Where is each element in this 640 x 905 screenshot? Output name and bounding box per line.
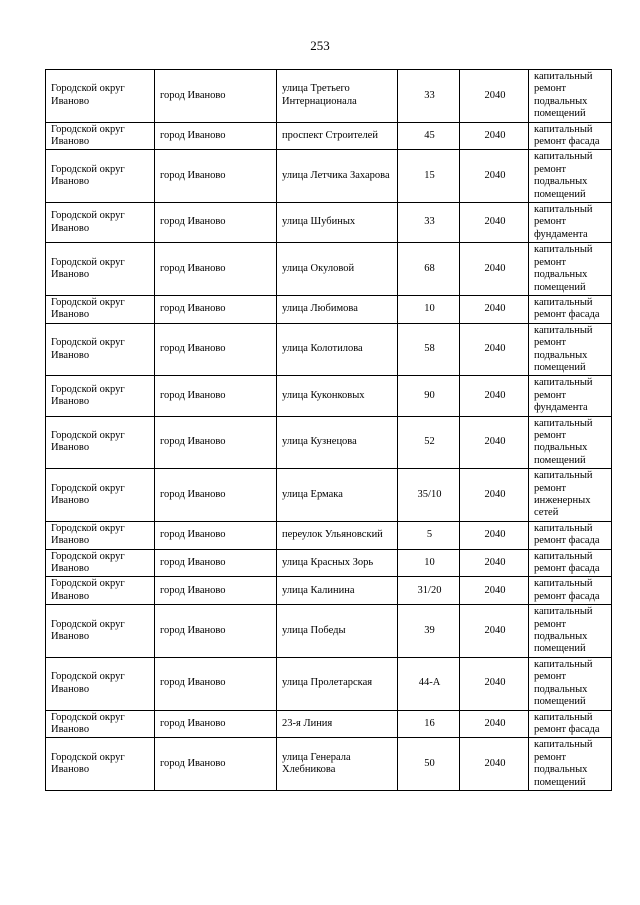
table-row [46,243,612,296]
work-type-cell: капитальный ремонт фасада [529,710,612,738]
house-number-cell: 39 [398,605,460,658]
house-number-cell: 33 [398,70,460,123]
house-number-cell: 15 [398,150,460,203]
city-cell: город Иваново [155,549,277,577]
city-cell: город Иваново [155,122,277,150]
table-row [46,521,612,549]
municipality-cell: Городской округ Иваново [46,605,155,658]
city-cell: город Иваново [155,203,277,243]
city-cell: город Иваново [155,243,277,296]
municipality-cell: Городской округ Иваново [46,243,155,296]
municipality-cell: Городской округ Иваново [46,203,155,243]
house-number-cell: 10 [398,549,460,577]
year-cell: 2040 [460,150,529,203]
year-cell: 2040 [460,605,529,658]
street-cell: улица Калинина [277,577,398,605]
street-cell: улица Третьего Интернационала [277,70,398,123]
year-cell: 2040 [460,710,529,738]
street-cell: улица Куконковых [277,376,398,416]
street-cell: улица Колотилова [277,323,398,376]
street-cell: улица Победы [277,605,398,658]
street-cell: улица Шубиных [277,203,398,243]
table-row [46,738,612,791]
street-cell: улица Генерала Хлебникова [277,738,398,791]
municipality-cell: Городской округ Иваново [46,376,155,416]
municipality-cell: Городской округ Иваново [46,122,155,150]
street-cell: улица Красных Зорь [277,549,398,577]
street-cell: переулок Ульяновский [277,521,398,549]
work-type-cell: капитальный ремонт фундамента [529,203,612,243]
year-cell: 2040 [460,295,529,323]
house-number-cell: 16 [398,710,460,738]
year-cell: 2040 [460,738,529,791]
year-cell: 2040 [460,122,529,150]
work-type-cell: капитальный ремонт фасада [529,521,612,549]
house-number-cell: 52 [398,416,460,469]
work-type-cell: капитальный ремонт фасада [529,577,612,605]
house-number-cell: 31/20 [398,577,460,605]
street-cell: улица Летчика Захарова [277,150,398,203]
table-row [46,657,612,710]
table-row [46,605,612,658]
table-row [46,376,612,416]
table-row [46,710,612,738]
street-cell: проспект Строителей [277,122,398,150]
city-cell: город Иваново [155,376,277,416]
work-type-cell: капитальный ремонт подвальных помещений [529,738,612,791]
year-cell: 2040 [460,203,529,243]
table-row [46,549,612,577]
city-cell: город Иваново [155,469,277,522]
municipality-cell: Городской округ Иваново [46,549,155,577]
work-type-cell: капитальный ремонт подвальных помещений [529,416,612,469]
table-row [46,122,612,150]
work-type-cell: капитальный ремонт фундамента [529,376,612,416]
house-number-cell: 35/10 [398,469,460,522]
municipality-cell: Городской округ Иваново [46,657,155,710]
house-number-cell: 10 [398,295,460,323]
work-type-cell: капитальный ремонт подвальных помещений [529,70,612,123]
street-cell: улица Пролетарская [277,657,398,710]
table-row [46,469,612,522]
city-cell: город Иваново [155,577,277,605]
city-cell: город Иваново [155,323,277,376]
year-cell: 2040 [460,243,529,296]
street-cell: улица Окуловой [277,243,398,296]
house-number-cell: 68 [398,243,460,296]
work-type-cell: капитальный ремонт фасада [529,549,612,577]
city-cell: город Иваново [155,150,277,203]
year-cell: 2040 [460,323,529,376]
house-number-cell: 44-А [398,657,460,710]
repair-schedule-table [45,69,612,791]
table-row [46,416,612,469]
municipality-cell: Городской округ Иваново [46,577,155,605]
year-cell: 2040 [460,549,529,577]
page-number: 253 [310,38,330,53]
house-number-cell: 45 [398,122,460,150]
house-number-cell: 5 [398,521,460,549]
city-cell: город Иваново [155,605,277,658]
work-type-cell: капитальный ремонт подвальных помещений [529,243,612,296]
work-type-cell: капитальный ремонт подвальных помещений [529,323,612,376]
house-number-cell: 90 [398,376,460,416]
street-cell: 23-я Линия [277,710,398,738]
year-cell: 2040 [460,70,529,123]
work-type-cell: капитальный ремонт подвальных помещений [529,657,612,710]
city-cell: город Иваново [155,657,277,710]
city-cell: город Иваново [155,416,277,469]
city-cell: город Иваново [155,521,277,549]
house-number-cell: 58 [398,323,460,376]
municipality-cell: Городской округ Иваново [46,295,155,323]
year-cell: 2040 [460,657,529,710]
municipality-cell: Городской округ Иваново [46,738,155,791]
table-row [46,70,612,123]
street-cell: улица Кузнецова [277,416,398,469]
year-cell: 2040 [460,577,529,605]
house-number-cell: 33 [398,203,460,243]
work-type-cell: капитальный ремонт инженерных сетей [529,469,612,522]
work-type-cell: капитальный ремонт подвальных помещений [529,605,612,658]
year-cell: 2040 [460,469,529,522]
municipality-cell: Городской округ Иваново [46,150,155,203]
city-cell: город Иваново [155,70,277,123]
municipality-cell: Городской округ Иваново [46,521,155,549]
city-cell: город Иваново [155,738,277,791]
work-type-cell: капитальный ремонт фасада [529,295,612,323]
year-cell: 2040 [460,416,529,469]
municipality-cell: Городской округ Иваново [46,469,155,522]
municipality-cell: Городской округ Иваново [46,710,155,738]
table-body [46,70,612,791]
street-cell: улица Ермака [277,469,398,522]
house-number-cell: 50 [398,738,460,791]
table-row [46,203,612,243]
table-row [46,150,612,203]
work-type-cell: капитальный ремонт подвальных помещений [529,150,612,203]
year-cell: 2040 [460,521,529,549]
table-row [46,295,612,323]
table-row [46,323,612,376]
municipality-cell: Городской округ Иваново [46,323,155,376]
city-cell: город Иваново [155,710,277,738]
city-cell: город Иваново [155,295,277,323]
street-cell: улица Любимова [277,295,398,323]
work-type-cell: капитальный ремонт фасада [529,122,612,150]
year-cell: 2040 [460,376,529,416]
municipality-cell: Городской округ Иваново [46,70,155,123]
municipality-cell: Городской округ Иваново [46,416,155,469]
table-row [46,577,612,605]
